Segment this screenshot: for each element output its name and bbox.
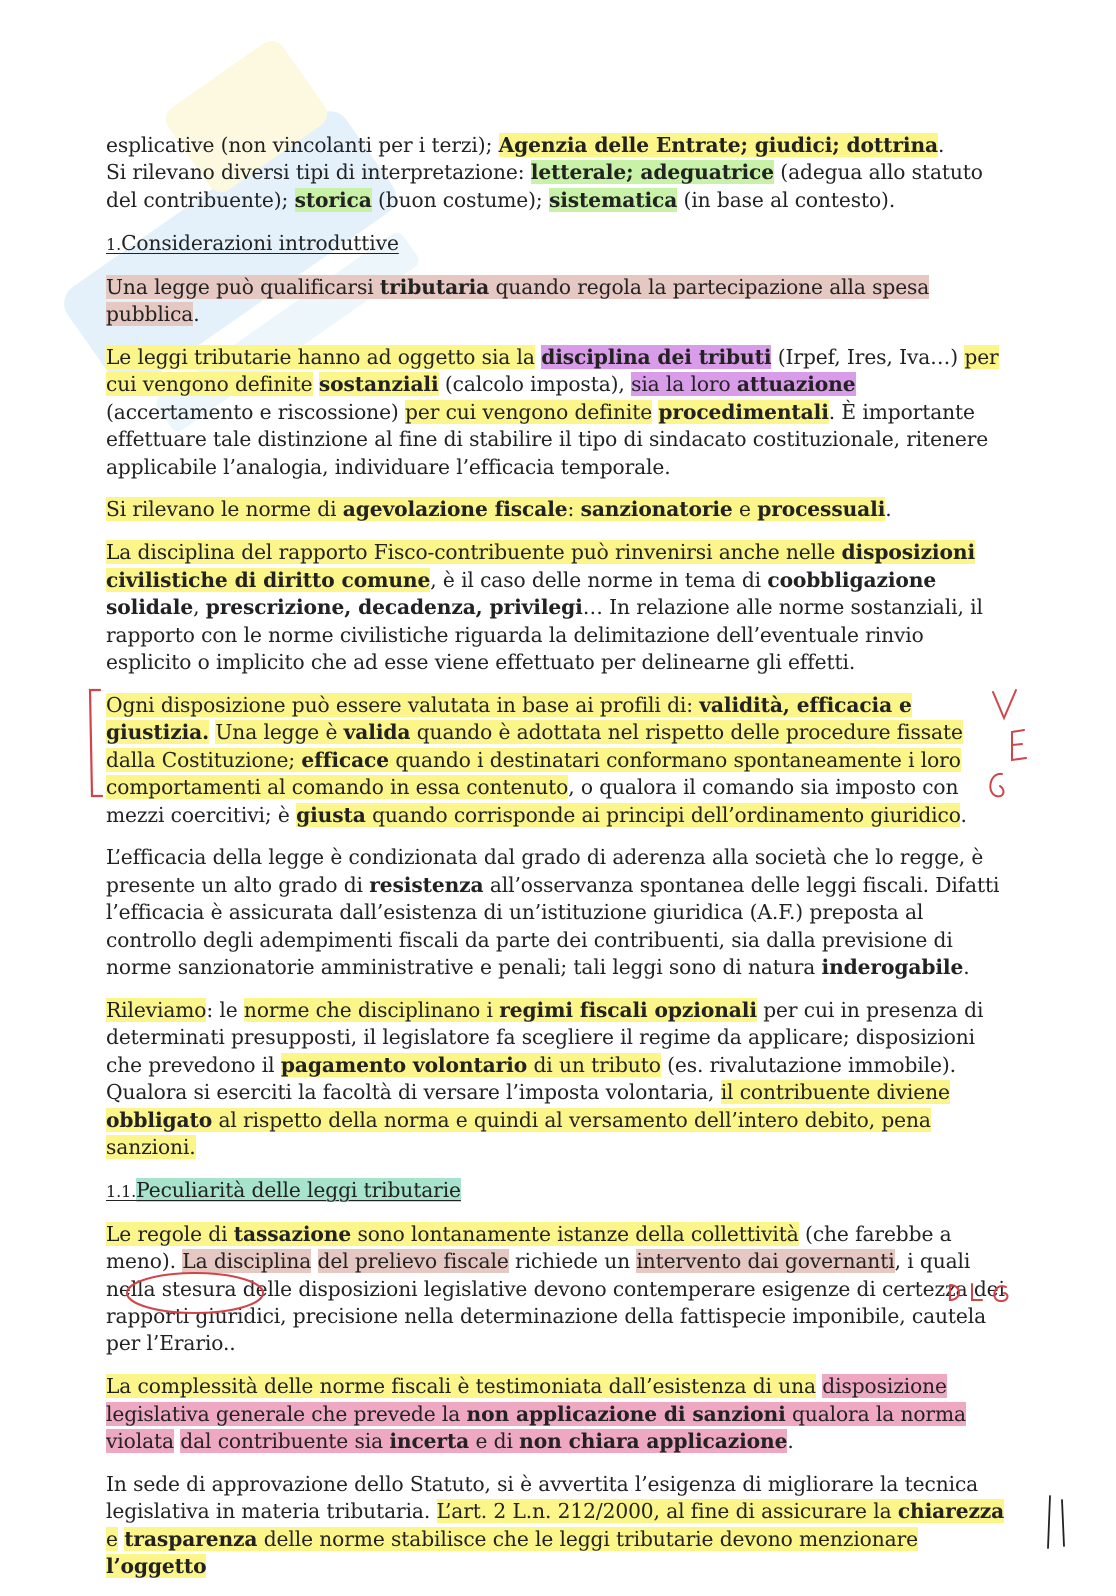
paragraph-optional-regimes: Rileviamo: le norme che disciplinano i regimi fiscali opzionali per cui in presenza di determinati presupposti, il legislatore fa scegliere il regime da applicare; disposizioni che prevedono il pagamento volontario di un tributo (es. rivalutazione immobile). Qualora si eserciti la facoltà di versare l’imposta volontaria, il contribuente diviene obbligato al rispetto della norma e quindi al versamento dell’intero debito, pena sanzioni. xyxy=(106,997,984,1159)
paragraph-complexity: La complessità delle norme fiscali è testimoniata dall’esistenza di una disposizione legislativa generale che prevede la non applicazione di sanzioni qualora la norma violata dal contribuente sia incerta e di non chiara applicazione. xyxy=(106,1374,966,1454)
paragraph-validity: Ogni disposizione può essere valutata in base ai profili di: validità, efficacia e giustizia. Una legge è valida quando è adottata nel rispetto delle procedure fissate dalla Costituzione; efficace quando i destinatari conformano spontaneamente i loro comportamenti al comando in essa contenuto, o qualora il comando sia imposto con mezzi coercitivi; è giusta quando corrisponde ai principi dell’ordinamento giuridico. xyxy=(106,692,967,827)
paragraph-efficacy: L’efficacia della legge è condizionata dal grado di aderenza alla società che lo regge, è presente un alto grado di resistenza all’osservanza spontanea delle leggi fiscali. Difatti l’efficacia è assicurata dall’esistenza di un’istituzione giuridica (A.F.) preposta al controllo degli adempimenti fiscali da parte dei contribuenti, sia dalla previsione di norme sanzionatorie amministrative e penali; tali leggi sono di natura inderogabile. xyxy=(106,845,1000,980)
red-bracket-mark xyxy=(90,690,102,796)
paragraph-tax-law-definition: Una legge può qualificarsi tributaria quando regola la partecipazione alla spesa pubblica. xyxy=(106,274,930,327)
paragraph-interpretation-types: Si rilevano diversi tipi di interpretazione: letterale; adeguatrice (adegua allo statuto del contribuente); storica (buon costume); sistematica (in base al contesto). xyxy=(106,160,983,212)
handwritten-page-number xyxy=(1048,1496,1064,1548)
paragraph-interpretation-sources: esplicative (non vincolanti per i terzi); Agenzia delle Entrate; giudici; dottrina. xyxy=(106,133,945,157)
handwritten-e-mark xyxy=(1012,730,1026,760)
section-heading-1: 1.Considerazioni introduttive xyxy=(106,230,399,255)
paragraph-taxation-rules: Le regole di tassazione sono lontanamente istanze della collettività (che farebbe a meno). La disciplina del prelievo fiscale richiede un intervento dai governanti, i quali nella stesura delle disposizioni legislative devono contemperare esigenze di certezza dei rapporti giuridici, precisione nella determinazione della fattispecie imponibile, cautela per l’Erario.. xyxy=(106,1221,1005,1356)
paragraph-tax-law-object: Le leggi tributarie hanno ad oggetto sia la disciplina dei tributi (Irpef, Ires, Iva…) per cui vengono definite sostanziali (calcolo imposta), sia la loro attuazione (accertamento e riscossione) per cui vengono definite procedimentali. È importante effettuare tale distinzione al fine di stabilire il tipo di sindacato costituzionale, ritenere applicabile l’analogia, individuare l’efficacia temporale. xyxy=(106,344,999,479)
section-heading-1-1: 1.1.Peculiarità delle leggi tributarie xyxy=(106,1177,461,1202)
paragraph-civil-law: La disciplina del rapporto Fisco-contribuente può rinvenirsi anche nelle disposizioni civilistiche di diritto comune, è il caso delle norme in tema di coobbligazione solidale, prescrizione, decadenza, privilegi… In relazione alle norme sostanziali, il rapporto con le norme civilistiche riguarda la delimitazione dell’eventuale rinvio esplicito o implicito che ad esse viene effettuato per delinearne gli effetti. xyxy=(106,540,983,674)
paragraph-statute: In sede di approvazione dello Statuto, si è avvertita l’esigenza di migliorare la tecnica legislativa in materia tributaria. L’art. 2 L.n. 212/2000, al fine di assicurare la chiarezza e trasparenza delle norme stabilisce che le leggi tributarie devono menzionare l’oggetto xyxy=(106,1472,1005,1579)
paragraph-agevolazione: Si rilevano le norme di agevolazione fiscale: sanzionatorie e processuali. xyxy=(106,497,892,522)
document-body xyxy=(106,132,1006,1596)
